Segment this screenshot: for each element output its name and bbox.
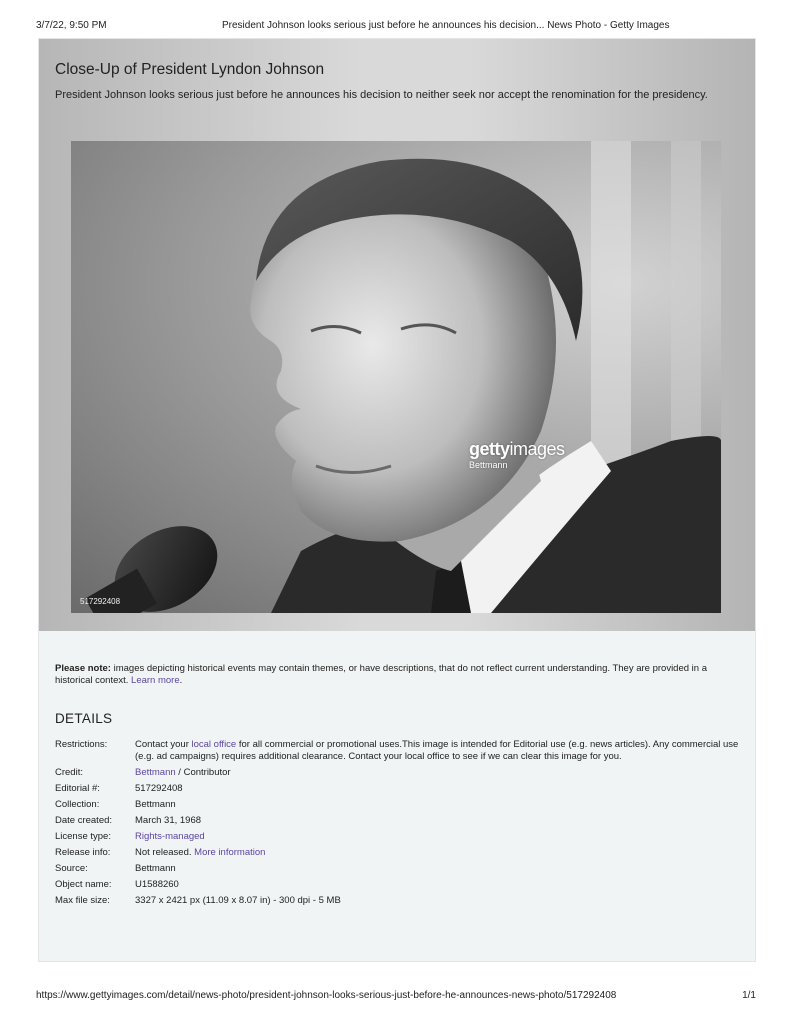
detail-row-maxsize [55,895,745,907]
release-value [135,847,745,859]
editorial-label: Editorial #: [55,783,100,794]
detail-row-restrictions [55,739,745,763]
date-value: March 31, 1968 [135,815,202,826]
learn-more-link[interactable]: Learn more [131,675,180,686]
maxsize-label: Max file size: [55,895,110,906]
photo-caption: President Johnson looks serious just before he announces his decision to neither seek nor accept the renomination for the presidency. [55,89,708,101]
release-label: Release info: [55,847,111,858]
print-footer [0,990,792,1010]
more-information-link[interactable]: More information [194,847,266,858]
watermark-brand-bold: getty [469,439,510,459]
print-page-number: 1/1 [742,990,756,1001]
restrictions-label: Restrictions: [55,739,108,750]
detail-row-release [55,847,745,859]
photo-id-overlay: 517292408 [80,597,121,606]
editorial-value: 517292408 [135,783,183,794]
source-value: Bettmann [135,863,176,874]
detail-row-object [55,879,745,891]
print-header [0,0,792,36]
license-link[interactable]: Rights-managed [135,831,205,842]
credit-value [135,767,745,779]
photo-detail-card [38,38,756,962]
date-label: Date created: [55,815,113,826]
watermark-brand-light: images [509,439,565,459]
credit-label: Credit: [55,767,83,778]
restrictions-pre: Contact your [135,739,192,750]
note-label: Please note: [55,663,111,674]
source-label: Source: [55,863,88,874]
collection-value: Bettmann [135,799,176,810]
detail-row-credit [55,767,745,779]
watermark-credit: Bettmann [469,460,508,470]
details-heading: DETAILS [55,711,113,726]
print-date: 3/7/22, 9:50 PM [36,20,107,31]
maxsize-value: 3327 x 2421 px (11.09 x 8.07 in) - 300 dpi - 5 MB [135,895,341,906]
object-label: Object name: [55,879,112,890]
print-url: https://www.gettyimages.com/detail/news-photo/president-johnson-looks-serious-just-before-he-announces-news-photo/517292408 [36,990,617,1001]
note-end: . [179,675,183,686]
detail-row-source [55,863,745,875]
release-text: Not released. [135,847,195,858]
local-office-link[interactable]: local office [191,739,237,750]
note-text: images depicting historical events may contain themes, or have descriptions, that do not reflect current understanding. They are provided in a historical context. [55,663,707,686]
portrait-illustration [71,141,721,613]
detail-row-editorial [55,783,745,795]
license-label: License type: [55,831,111,842]
restrictions-post: for all commercial or promotional uses.This image is intended for Editorial use (e.g. news articles). Any commercial use (e.g. ad campaigns) requires additional clearance. Contact your local office to see if we can clear this image for you. [135,739,739,762]
details-list [55,739,745,911]
credit-rest: / Contributor [175,767,231,778]
bettmann-link[interactable]: Bettmann [135,767,176,778]
object-value: U1588260 [135,879,179,890]
detail-row-date [55,815,745,827]
photo-title: Close-Up of President Lyndon Johnson [55,61,325,78]
collection-label: Collection: [55,799,100,810]
restrictions-value [135,739,745,763]
news-photo[interactable] [71,141,721,613]
detail-row-collection [55,799,745,811]
getty-watermark [469,439,565,470]
hero-section [39,39,755,631]
historical-note [55,663,739,687]
print-page-title: President Johnson looks serious just before he announces his decision... News Photo - Getty Images [222,20,670,31]
detail-row-license [55,831,745,843]
